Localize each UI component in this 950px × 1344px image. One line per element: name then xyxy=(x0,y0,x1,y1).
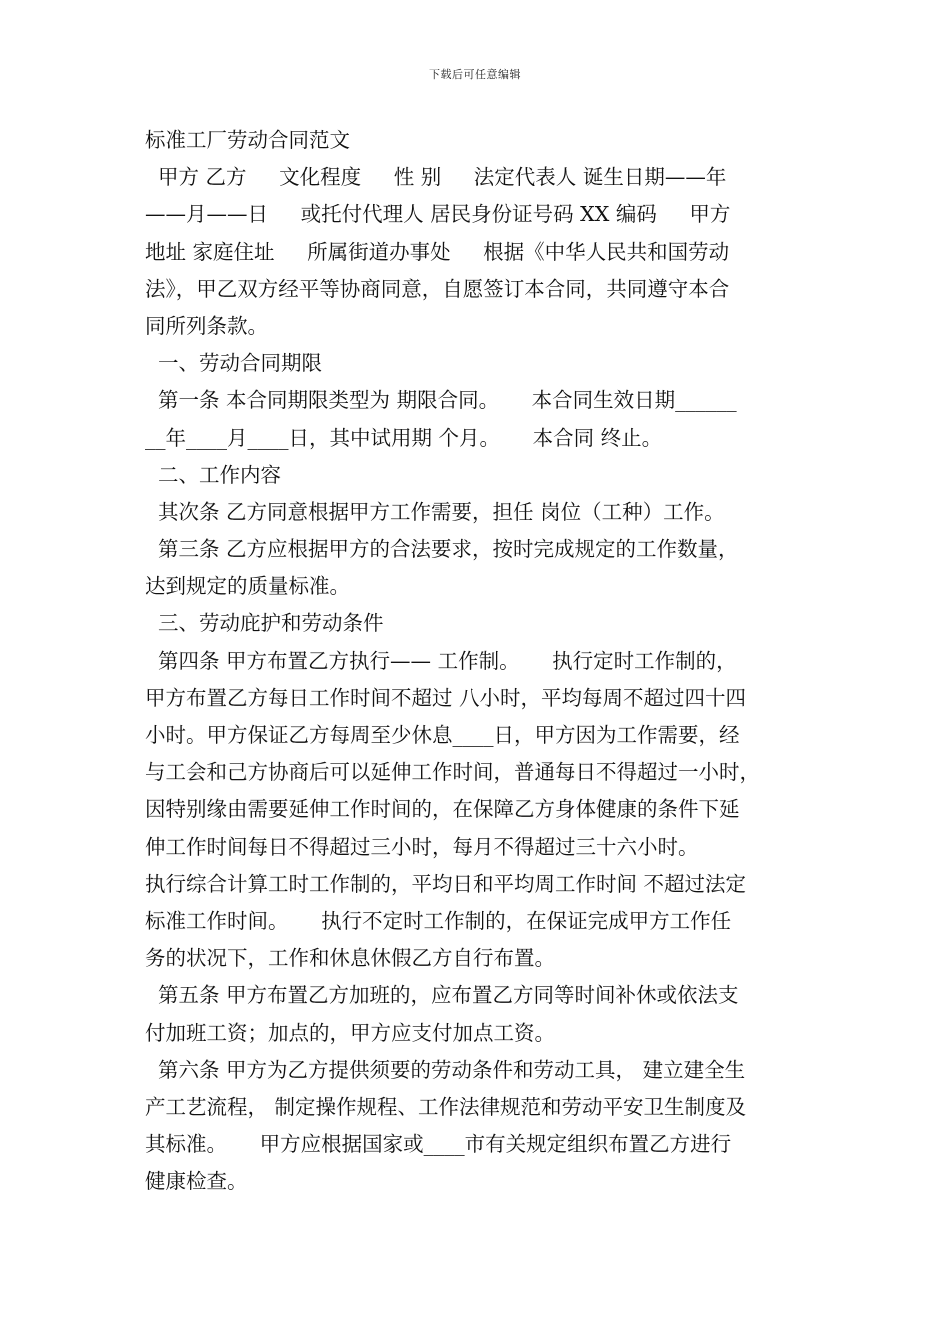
text-line: 小时。甲方保证乙方每周至少休息____日，甲方因为工作需要，经 xyxy=(145,723,740,747)
text-line: 第六条 甲方为乙方提供须要的劳动条件和劳动工具， 建立建全生 xyxy=(145,1057,746,1082)
text-line: 产工艺流程， 制定操作规程、工作法律规范和劳动平安卫生制度及 xyxy=(145,1094,747,1119)
section-heading: 三、劳动庇护和劳动条件 xyxy=(145,611,384,636)
text-line: 健康检查。 xyxy=(145,1169,248,1194)
text-line: 地址 家庭住址 所属街道办事处 根据《中华人民共和国劳动 xyxy=(145,239,730,264)
document-body xyxy=(145,122,813,1200)
header-note: 下载后可任意编辑 xyxy=(429,68,521,81)
text-line: 执行综合计算工时工作制的，平均日和平均周工作时间 不超过法定 xyxy=(145,871,747,896)
text-line: 法》，甲乙双方经平等协商同意，自愿签订本合同，共同遵守本合 xyxy=(145,276,730,301)
text-line: 其次条 乙方同意根据甲方工作需要，担任 岗位（工种）工作。 xyxy=(145,499,725,524)
text-line: 务的状况下，工作和休息休假乙方自行布置。 xyxy=(145,946,555,971)
text-line: 达到规定的质量标准。 xyxy=(145,574,350,599)
section-heading: 一、劳动合同期限 xyxy=(145,351,323,376)
text-line: 伸工作时间每日不得超过三小时，每月不得超过三十六小时。 xyxy=(145,834,699,859)
text-line: 第四条 甲方布置乙方执行—— 工作制。 执行定时工作制的， xyxy=(145,648,737,673)
text-line: 同所列条款。 xyxy=(145,313,268,338)
text-line: 第三条 乙方应根据甲方的合法要求，按时完成规定的工作数量， xyxy=(145,537,739,562)
text-line: 付加班工资；加点的，甲方应支付加点工资。 xyxy=(145,1020,555,1045)
text-line: 第一条 本合同期限类型为 期限合同。 本合同生效日期______ xyxy=(145,388,737,413)
text-line: 与工会和己方协商后可以延伸工作时间，普通每日不得超过一小时， xyxy=(145,760,760,785)
text-line: 标准工作时间。 执行不定时工作制的，在保证完成甲方工作任 xyxy=(145,908,732,933)
text-line: 甲方 乙方 文化程度 性 别 法定代表人 诞生日期——年 xyxy=(145,165,727,190)
text-line: 第五条 甲方布置乙方加班的，应布置乙方同等时间补休或依法支 xyxy=(145,983,739,1008)
document-title: 标准工厂劳动合同范文 xyxy=(145,128,350,152)
text-line: ——月——日 或托付代理人 居民身份证号码 XX 编码 甲方 xyxy=(145,202,731,227)
text-line: 其标准。 甲方应根据国家或____市有关规定组织布置乙方进行 xyxy=(145,1132,732,1157)
text-line: __年____月____日，其中试用期 个月。 本合同 终止。 xyxy=(145,425,663,450)
text-line: 甲方布置乙方每日工作时间不超过 八小时，平均每周不超过四十四 xyxy=(145,685,747,710)
section-heading: 二、工作内容 xyxy=(145,462,282,487)
text-line: 因特别缘由需要延伸工作时间的，在保障乙方身体健康的条件下延 xyxy=(145,797,740,822)
